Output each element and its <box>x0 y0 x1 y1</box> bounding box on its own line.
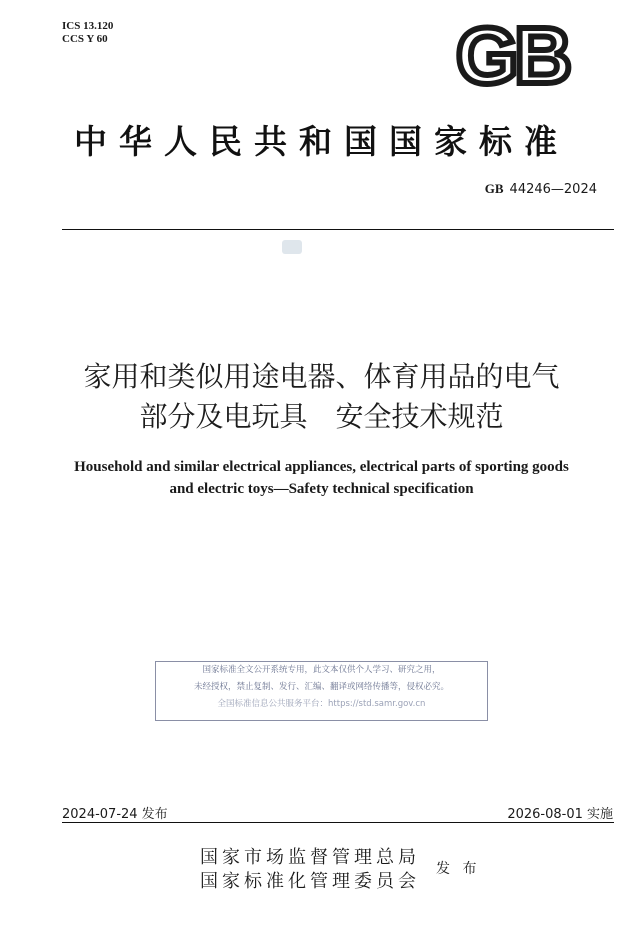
notice-line3: 全国标准信息公共服务平台：https://std.samr.gov.cn <box>217 699 426 709</box>
issue-date: 2024-07-24 发布 <box>62 807 168 822</box>
chinese-title-line2: 部分及电玩具 安全技术规范 <box>139 400 504 433</box>
classification-codes <box>62 20 113 46</box>
standard-code: 44246—2024 <box>509 182 597 197</box>
standard-prefix: GB <box>484 181 504 196</box>
standard-number <box>485 181 597 197</box>
english-title-line1: Household and similar electrical appliances, electrical parts of sporting goods <box>74 459 569 475</box>
footer-divider <box>62 822 614 823</box>
ics-code: ICS 13.120 <box>62 20 114 32</box>
effective-date: 2026-08-01 实施 <box>507 807 613 822</box>
national-standard-title: 中华人民共和国国家标准 <box>74 122 569 161</box>
english-title <box>40 456 603 500</box>
notice-line1: 国家标准全文公开系统专用，此文本仅供个人学习、研究之用， <box>202 665 441 675</box>
issuer-samr: 国家市场监督管理总局 <box>200 847 420 868</box>
ccs-code: CCS Y 60 <box>62 33 108 45</box>
chinese-title <box>0 357 643 437</box>
usage-notice-box <box>155 661 488 721</box>
header-divider <box>62 229 614 230</box>
watermark-stamp <box>282 240 302 254</box>
publish-label: 发 布 <box>436 861 481 877</box>
gb-logo <box>446 17 578 89</box>
notice-line2: 未经授权，禁止复制、发行、汇编、翻译或网络传播等，侵权必究。 <box>193 682 449 692</box>
issuing-authorities <box>200 846 420 894</box>
issuer-sac: 国家标准化管理委员会 <box>200 871 420 892</box>
gb-logo-text: GB <box>456 17 568 89</box>
english-title-line2: and electric toys—Safety technical specification <box>169 481 474 497</box>
chinese-title-line1: 家用和类似用途电器、体育用品的电气 <box>83 360 560 393</box>
